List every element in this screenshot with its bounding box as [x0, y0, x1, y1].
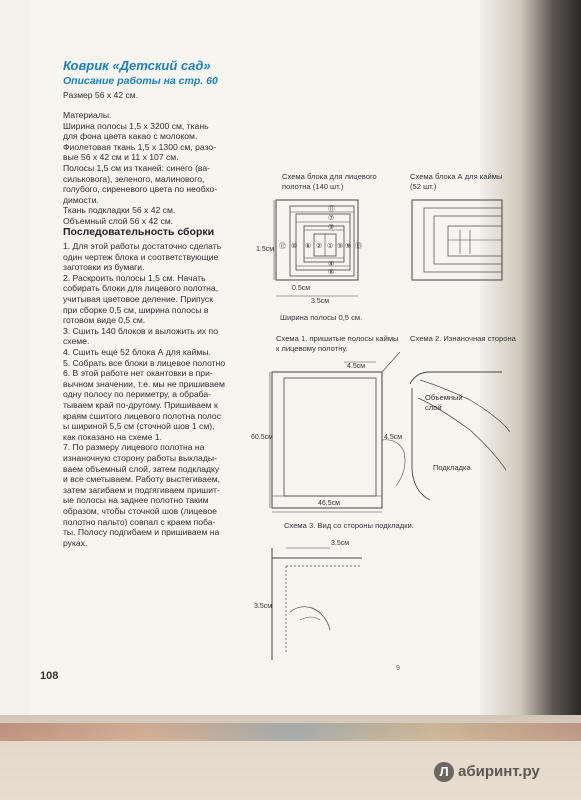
- materials-line: димости.: [63, 194, 99, 205]
- step-line: 1. Для этой работы достаточно сделать: [63, 241, 222, 251]
- label-lining: Подкладка: [433, 463, 471, 472]
- scheme2-diagram: [410, 372, 510, 500]
- step-line: собирать блоки для лицевого полотна,: [63, 283, 219, 294]
- page-title: Коврик «Детский сад»: [63, 58, 211, 73]
- label-batting: слой: [425, 403, 442, 412]
- step-line: готовом виде 0,5 см.: [63, 315, 146, 326]
- block-number: ⑥: [305, 243, 312, 250]
- block-number: ⑦: [328, 215, 335, 222]
- block-number: ⑫: [279, 243, 286, 250]
- step-line: 4. Сшить еще 52 блока А для каймы.: [63, 347, 211, 357]
- step-line: затем загибаем и подгягиваем пришит-: [63, 484, 220, 495]
- block-number: ⑤: [337, 243, 344, 250]
- scheme1-caption-line: Схема 1. пришитые полосы каймы: [276, 334, 399, 343]
- step-line: одну полосу по периметру, а обраба-: [63, 389, 212, 400]
- materials-line: Ширина полосы 1,5 х 3200 см, ткань: [63, 120, 209, 131]
- step-line: как показано на схеме 1.: [63, 431, 163, 442]
- scheme2-caption: Схема 2. Изнаночная сторона: [410, 334, 516, 343]
- block-caption-line: Схема блока для лицевого: [282, 172, 377, 181]
- strip-width-caption: Ширина полосы 0,5 см.: [280, 313, 363, 322]
- dim-s3-left: 3.5см: [254, 603, 273, 610]
- materials-line: Объемный слой 56 х 42 см.: [63, 216, 174, 226]
- labirint-logo-icon: Л: [434, 762, 454, 782]
- block-number: ②: [316, 243, 323, 250]
- block-caption-line: полотна (140 шт.): [282, 182, 344, 191]
- materials-line: вые 56 х 42 см и 11 х 107 см.: [63, 152, 179, 163]
- watermark-logo: [434, 760, 574, 786]
- step-line: краям сшитого лицевого полотна полос: [63, 410, 221, 421]
- step-line: схеме.: [63, 336, 90, 347]
- step-line: тываем край по-другому. Пришиваем к: [63, 400, 218, 410]
- dim-strip: 0.5см: [292, 285, 311, 292]
- step-line: и все сметываем. Работу выстегиваем,: [63, 474, 221, 485]
- scheme1-diagram: [251, 352, 405, 512]
- step-line: полотно пальто) совпал с краем поба-: [63, 516, 216, 527]
- step-line: ые полосы на заднее полотно таким: [63, 495, 209, 506]
- materials-line: Материалы.: [63, 110, 112, 120]
- step-line: учитывая цветовое деление. Припуск: [63, 294, 213, 304]
- materials-line: сильковога), зеленого, малинового,: [63, 173, 205, 184]
- dim-s3-top: 3.5см: [331, 540, 350, 547]
- step-line: ты. Полосу подгибаем и пришиваем на: [63, 527, 220, 538]
- materials-line: Фиолетовая ткань 1,5 х 1300 см, разо-: [63, 141, 217, 152]
- block-a-caption-line: Схема блока А для каймы: [410, 172, 503, 181]
- sequence-heading: Последовательность сборки: [63, 226, 215, 238]
- materials-line: Ткань подкладки 56 х 42 см.: [63, 205, 176, 216]
- scheme1-caption-line: к лицевому полотну.: [276, 344, 348, 353]
- dim-s1-top: 4.5см: [347, 363, 366, 370]
- materials-line: голубого, сиреневого цвета по необхо-: [63, 184, 218, 195]
- step-line: 2. Раскроить полосы 1,5 см. Начать: [63, 272, 206, 283]
- scheme3-diagram: [254, 540, 362, 660]
- page-number: 108: [40, 670, 59, 682]
- block-diagram: [256, 200, 362, 305]
- step-line: 7. По размеру лицевого полотна на: [63, 442, 205, 453]
- step-line: ваем объемный слой, затем подкладку: [63, 463, 220, 474]
- dim-block-width: 3.5см: [311, 298, 330, 305]
- block-number: ⑨: [345, 243, 352, 250]
- step-line: 5. Собрать все блоки в лицевое полотно: [63, 357, 226, 368]
- dim-block-side: 1.5см: [256, 246, 275, 253]
- step-line: заготовки из бумаги.: [63, 262, 145, 273]
- page-subtitle: Описание работы на стр. 60: [63, 75, 218, 87]
- size-line: Размер 56 х 42 см.: [63, 90, 139, 100]
- step-line: ы шириной 5,5 см (сточной шов 1 см),: [63, 421, 215, 432]
- block-number: ④: [328, 261, 335, 268]
- dim-s1-right: 4.5см: [384, 434, 403, 441]
- dim-s1-bottom: 46.5см: [318, 500, 340, 507]
- label-batting: Объемный: [425, 393, 463, 402]
- block-number: ⑬: [355, 243, 362, 250]
- watermark-name: абиринт.ру: [458, 763, 540, 780]
- materials-line: Полосы 1,5 см из тканей: синего (ва-: [63, 163, 211, 173]
- step-line: 3. Сшить 140 блоков и выложить их по: [63, 325, 218, 336]
- block-number: ①: [327, 243, 334, 250]
- dim-s1-left: 60.5см: [251, 434, 273, 441]
- step-line: один чертеж блока и соответствующие: [63, 251, 219, 262]
- step-line: 6. В этой работе нет окантовки в при-: [63, 368, 213, 379]
- block-number: ⑩: [291, 243, 298, 250]
- block-number: ⑧: [328, 269, 335, 276]
- block-number: ③: [328, 224, 335, 231]
- materials-line: для фона цвета какао с молоком.: [63, 131, 198, 142]
- folio-mark: 9: [396, 665, 400, 672]
- block-a-caption-line: (52 шт.): [410, 182, 437, 191]
- scheme3-caption: Схема 3. Вид со стороны подкладки.: [284, 521, 414, 530]
- step-line: вычном значении, т.е. мы не пришиваем: [63, 378, 225, 389]
- step-line: при сборке 0,5 см, ширина полосы в: [63, 304, 209, 315]
- step-line: изнаночную сторону работы выклады-: [63, 453, 217, 463]
- block-a-diagram: [412, 200, 502, 280]
- step-line: руках.: [63, 537, 88, 548]
- block-number: ⑪: [328, 206, 335, 213]
- step-line: образом, чтобы сточной шов (лицевое: [63, 506, 217, 516]
